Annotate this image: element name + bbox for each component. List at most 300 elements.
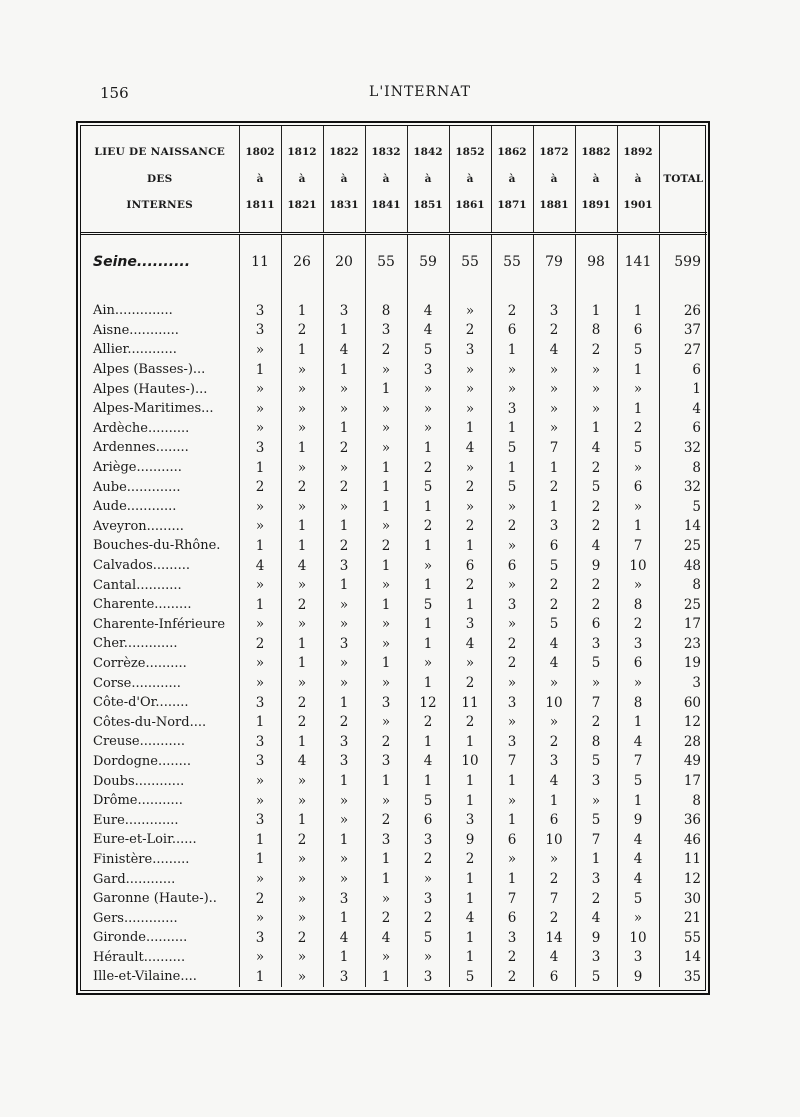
period-count: 5 (575, 810, 617, 830)
period-count: 2 (533, 477, 575, 497)
period-count: 2 (449, 673, 491, 693)
period-count: » (407, 556, 449, 576)
period-count: 3 (407, 889, 449, 909)
spacer-cell (449, 289, 491, 301)
period-count: 9 (617, 810, 659, 830)
period-count: » (491, 379, 533, 399)
department-name: Bouches-du-Rhône. (93, 538, 221, 554)
header-period-sep: à (508, 172, 516, 185)
period-count: 3 (491, 399, 533, 419)
period-count: 3 (323, 301, 365, 321)
period-count: 1 (323, 830, 365, 850)
period-count: » (491, 850, 533, 870)
period-count: 2 (281, 928, 323, 948)
period-count: 1 (323, 321, 365, 341)
period-count: » (239, 654, 281, 674)
period-count: 5 (407, 595, 449, 615)
period-count: » (533, 379, 575, 399)
period-count: » (575, 399, 617, 419)
period-count: » (491, 791, 533, 811)
period-count: » (323, 791, 365, 811)
period-count: 1 (449, 889, 491, 909)
period-count: 3 (407, 967, 449, 987)
row-total: 6 (659, 419, 707, 439)
row-total: 35 (659, 967, 707, 987)
period-count: 1 (239, 830, 281, 850)
period-count: » (281, 908, 323, 928)
period-count: 1 (365, 497, 407, 517)
period-count: 2 (323, 477, 365, 497)
period-count: 4 (533, 771, 575, 791)
period-count: 12 (407, 693, 449, 713)
period-count: 1 (239, 595, 281, 615)
row-total: 8 (659, 458, 707, 478)
header-period-sep: à (340, 172, 348, 185)
row-total: 60 (659, 693, 707, 713)
header-total: TOTAL (659, 126, 707, 234)
period-count: 3 (575, 771, 617, 791)
header-period-from: 1842 (413, 146, 443, 159)
period-count: 4 (617, 869, 659, 889)
period-count: » (365, 791, 407, 811)
department-name: Côte-d'Or........ (93, 695, 189, 711)
period-count: 1 (281, 438, 323, 458)
period-count: 2 (239, 634, 281, 654)
period-count: 1 (239, 967, 281, 987)
table-row (81, 693, 707, 713)
table-row (81, 419, 707, 439)
header-period (491, 126, 533, 234)
statistics-table-frame (76, 121, 710, 995)
period-count: 1 (323, 693, 365, 713)
period-count: » (575, 379, 617, 399)
period-count: 6 (617, 321, 659, 341)
spacer-cell (575, 289, 617, 301)
department-name: Gironde.......... (93, 930, 188, 946)
period-count: 1 (365, 850, 407, 870)
spacer-cell (323, 289, 365, 301)
period-count: 2 (449, 850, 491, 870)
period-count: » (239, 517, 281, 537)
period-count: 2 (365, 732, 407, 752)
period-count: 3 (239, 693, 281, 713)
period-count: 1 (239, 712, 281, 732)
period-count: 2 (281, 693, 323, 713)
period-count: » (239, 399, 281, 419)
department-name: Aude............ (93, 499, 177, 515)
period-count: 4 (533, 634, 575, 654)
period-count: 4 (617, 850, 659, 870)
period-count: 2 (449, 517, 491, 537)
department-name: Gard............ (93, 871, 176, 887)
period-count: 2 (491, 967, 533, 987)
period-count: 2 (323, 536, 365, 556)
header-period-sep: à (424, 172, 432, 185)
period-count: 2 (323, 438, 365, 458)
period-count: » (239, 869, 281, 889)
period-count: 1 (239, 360, 281, 380)
row-total: 8 (659, 791, 707, 811)
header-period (449, 126, 491, 234)
period-count: » (239, 908, 281, 928)
period-count: 4 (449, 634, 491, 654)
period-count: » (323, 595, 365, 615)
period-count: 5 (575, 477, 617, 497)
table-row (81, 399, 707, 419)
period-count: » (323, 673, 365, 693)
period-count: 6 (617, 654, 659, 674)
period-count: » (323, 850, 365, 870)
period-count: 1 (407, 497, 449, 517)
period-count: » (281, 869, 323, 889)
header-period-sep: à (298, 172, 306, 185)
period-count: 6 (491, 908, 533, 928)
period-count: 6 (407, 810, 449, 830)
period-count: 8 (575, 732, 617, 752)
period-count: 1 (281, 732, 323, 752)
period-count: 1 (533, 497, 575, 517)
row-total: 28 (659, 732, 707, 752)
period-count: 59 (407, 234, 449, 290)
header-period-to: 1821 (287, 199, 317, 212)
period-count: 1 (281, 340, 323, 360)
period-count: 5 (407, 791, 449, 811)
period-count: 2 (281, 712, 323, 732)
period-count: 3 (407, 360, 449, 380)
period-count: 55 (365, 234, 407, 290)
period-count: 8 (575, 321, 617, 341)
period-count: 1 (281, 654, 323, 674)
period-count: 2 (365, 810, 407, 830)
spacer-cell (281, 289, 323, 301)
period-count: 4 (533, 654, 575, 674)
period-count: 5 (575, 752, 617, 772)
period-count: 4 (323, 928, 365, 948)
period-count: » (491, 673, 533, 693)
department-name: Ardennes........ (93, 440, 189, 456)
period-count: 98 (575, 234, 617, 290)
period-count: » (281, 967, 323, 987)
period-count: 3 (449, 615, 491, 635)
period-count: 7 (617, 752, 659, 772)
period-count: 5 (407, 477, 449, 497)
header-period-sep: à (256, 172, 264, 185)
period-count: » (281, 399, 323, 419)
period-count: 2 (617, 615, 659, 635)
row-total: 17 (659, 615, 707, 635)
period-count: » (281, 360, 323, 380)
table-row (81, 810, 707, 830)
period-count: » (449, 301, 491, 321)
period-count: 2 (281, 830, 323, 850)
period-count: 4 (281, 752, 323, 772)
period-count: 3 (575, 948, 617, 968)
period-count: » (365, 575, 407, 595)
row-total: 30 (659, 889, 707, 909)
header-period-to: 1891 (581, 199, 611, 212)
period-count: » (491, 497, 533, 517)
period-count: 3 (533, 301, 575, 321)
period-count: » (281, 615, 323, 635)
spacer-cell (407, 289, 449, 301)
statistics-table-inner-border (80, 125, 706, 991)
table-row (81, 712, 707, 732)
period-count: 1 (281, 536, 323, 556)
period-count: 5 (617, 438, 659, 458)
period-count: » (533, 419, 575, 439)
period-count: 3 (491, 595, 533, 615)
period-count: 10 (533, 830, 575, 850)
period-count: 6 (533, 810, 575, 830)
period-count: 1 (533, 791, 575, 811)
department-name: Côtes-du-Nord.... (93, 714, 207, 730)
header-period-to: 1861 (455, 199, 485, 212)
header-period (323, 126, 365, 234)
period-count: 1 (533, 458, 575, 478)
period-count: » (239, 340, 281, 360)
row-total: 14 (659, 948, 707, 968)
period-count: 1 (281, 810, 323, 830)
period-count: 1 (491, 810, 533, 830)
running-title: L'INTERNAT (369, 84, 471, 100)
period-count: 1 (491, 340, 533, 360)
spacer-cell (491, 289, 533, 301)
header-row (81, 126, 707, 234)
period-count: 1 (407, 673, 449, 693)
period-count: 3 (617, 948, 659, 968)
period-count: 7 (491, 752, 533, 772)
table-row (81, 360, 707, 380)
period-count: 1 (407, 615, 449, 635)
department-name: Drôme........... (93, 793, 183, 809)
table-row (81, 928, 707, 948)
header-period (533, 126, 575, 234)
period-count: » (365, 889, 407, 909)
period-count: 3 (617, 634, 659, 654)
department-name: Creuse........... (93, 734, 186, 750)
period-count: » (449, 654, 491, 674)
period-count: » (407, 948, 449, 968)
period-count: 4 (449, 908, 491, 928)
period-count: » (239, 615, 281, 635)
table-row (81, 517, 707, 537)
period-count: 1 (407, 732, 449, 752)
row-total: 5 (659, 497, 707, 517)
period-count: 2 (575, 497, 617, 517)
table-row (81, 771, 707, 791)
period-count: 1 (365, 869, 407, 889)
period-count: » (533, 712, 575, 732)
period-count: 2 (533, 575, 575, 595)
period-count: 1 (491, 458, 533, 478)
period-count: 3 (323, 752, 365, 772)
period-count: 1 (365, 967, 407, 987)
period-count: 1 (323, 948, 365, 968)
department-name: Cher............. (93, 636, 178, 652)
period-count: » (281, 379, 323, 399)
period-count: 1 (407, 438, 449, 458)
period-count: 8 (365, 301, 407, 321)
period-count: 1 (281, 517, 323, 537)
period-count: 4 (575, 536, 617, 556)
period-count: 10 (617, 556, 659, 576)
period-count: 1 (575, 301, 617, 321)
period-count: 5 (407, 340, 449, 360)
header-period-from: 1872 (539, 146, 569, 159)
table-row (81, 477, 707, 497)
row-total: 27 (659, 340, 707, 360)
period-count: » (407, 419, 449, 439)
department-name: Corse............ (93, 675, 181, 691)
period-count: » (239, 948, 281, 968)
period-count: 1 (239, 458, 281, 478)
period-count: 4 (533, 948, 575, 968)
period-count: 5 (617, 889, 659, 909)
table-row (81, 595, 707, 615)
table-row (81, 967, 707, 987)
row-total: 48 (659, 556, 707, 576)
table-row (81, 615, 707, 635)
header-period-from: 1832 (371, 146, 401, 159)
table-header (81, 126, 707, 234)
period-count: 3 (323, 556, 365, 576)
department-name: Ain.............. (93, 303, 173, 319)
period-count: 3 (533, 752, 575, 772)
period-count: » (239, 575, 281, 595)
department-name: Alpes-Maritimes... (93, 401, 214, 417)
row-total: 17 (659, 771, 707, 791)
period-count: » (365, 615, 407, 635)
period-count: 3 (491, 928, 533, 948)
period-count: 3 (407, 830, 449, 850)
period-count: 7 (533, 889, 575, 909)
period-count: 4 (407, 301, 449, 321)
period-count: » (617, 379, 659, 399)
period-count: 2 (617, 419, 659, 439)
period-count: 2 (365, 908, 407, 928)
period-count: » (365, 360, 407, 380)
row-total: 19 (659, 654, 707, 674)
period-count: » (365, 634, 407, 654)
header-period (407, 126, 449, 234)
table-row (81, 673, 707, 693)
header-period-from: 1882 (581, 146, 611, 159)
period-count: 1 (617, 360, 659, 380)
header-period-to: 1811 (245, 199, 275, 212)
period-count: 3 (323, 732, 365, 752)
period-count: » (533, 850, 575, 870)
period-count: 11 (239, 234, 281, 290)
period-count: 2 (407, 458, 449, 478)
row-total: 599 (659, 234, 707, 290)
period-count: 14 (533, 928, 575, 948)
period-count: 3 (239, 810, 281, 830)
period-count: 2 (449, 477, 491, 497)
period-count: 1 (491, 771, 533, 791)
period-count: 3 (239, 752, 281, 772)
period-count: 2 (239, 477, 281, 497)
period-count: » (323, 379, 365, 399)
spacer-cell (239, 289, 281, 301)
period-count: 4 (323, 340, 365, 360)
period-count: 5 (533, 556, 575, 576)
period-count: 10 (617, 928, 659, 948)
period-count: 1 (365, 477, 407, 497)
spacer-cell (365, 289, 407, 301)
period-count: 2 (365, 340, 407, 360)
row-total: 21 (659, 908, 707, 928)
department-name: Allier............ (93, 342, 177, 358)
period-count: 2 (491, 654, 533, 674)
header-period (575, 126, 617, 234)
department-name: Cantal........... (93, 577, 182, 593)
department-name: Aveyron......... (93, 518, 184, 534)
period-count: 1 (449, 771, 491, 791)
period-count: 7 (575, 693, 617, 713)
period-count: 4 (575, 908, 617, 928)
period-count: 55 (491, 234, 533, 290)
department-name: Garonne (Haute-).. (93, 891, 217, 907)
row-total: 23 (659, 634, 707, 654)
period-count: 6 (533, 967, 575, 987)
period-count: 2 (533, 869, 575, 889)
row-total: 1 (659, 379, 707, 399)
header-period-from: 1892 (623, 146, 653, 159)
table-row (81, 536, 707, 556)
period-count: » (491, 360, 533, 380)
period-count: » (281, 948, 323, 968)
period-count: 4 (407, 752, 449, 772)
period-count: 4 (365, 928, 407, 948)
header-period-to: 1851 (413, 199, 443, 212)
period-count: 9 (575, 928, 617, 948)
period-count: 2 (533, 595, 575, 615)
period-count: 5 (617, 340, 659, 360)
period-count: 2 (281, 321, 323, 341)
period-count: 1 (239, 850, 281, 870)
period-count: » (281, 889, 323, 909)
period-count: 5 (491, 477, 533, 497)
period-count: 2 (407, 908, 449, 928)
row-total: 46 (659, 830, 707, 850)
row-total: 8 (659, 575, 707, 595)
row-total: 3 (659, 673, 707, 693)
period-count: 6 (449, 556, 491, 576)
period-count: » (365, 438, 407, 458)
period-count: 1 (491, 869, 533, 889)
period-count: » (323, 869, 365, 889)
period-count: 3 (491, 693, 533, 713)
period-count: » (365, 948, 407, 968)
department-name: Seine.......... (93, 254, 191, 270)
period-count: » (407, 379, 449, 399)
period-count: » (281, 497, 323, 517)
period-count: » (365, 419, 407, 439)
period-count: 3 (239, 438, 281, 458)
period-count: 1 (449, 948, 491, 968)
row-total: 55 (659, 928, 707, 948)
table-row (81, 908, 707, 928)
period-count: 6 (491, 830, 533, 850)
page-number: 156 (100, 84, 129, 102)
period-count: 6 (575, 615, 617, 635)
header-birthplace (81, 126, 239, 234)
period-count: » (239, 497, 281, 517)
period-count: 141 (617, 234, 659, 290)
header-name-line: INTERNES (126, 199, 194, 212)
period-count: 2 (281, 595, 323, 615)
table-row (81, 340, 707, 360)
